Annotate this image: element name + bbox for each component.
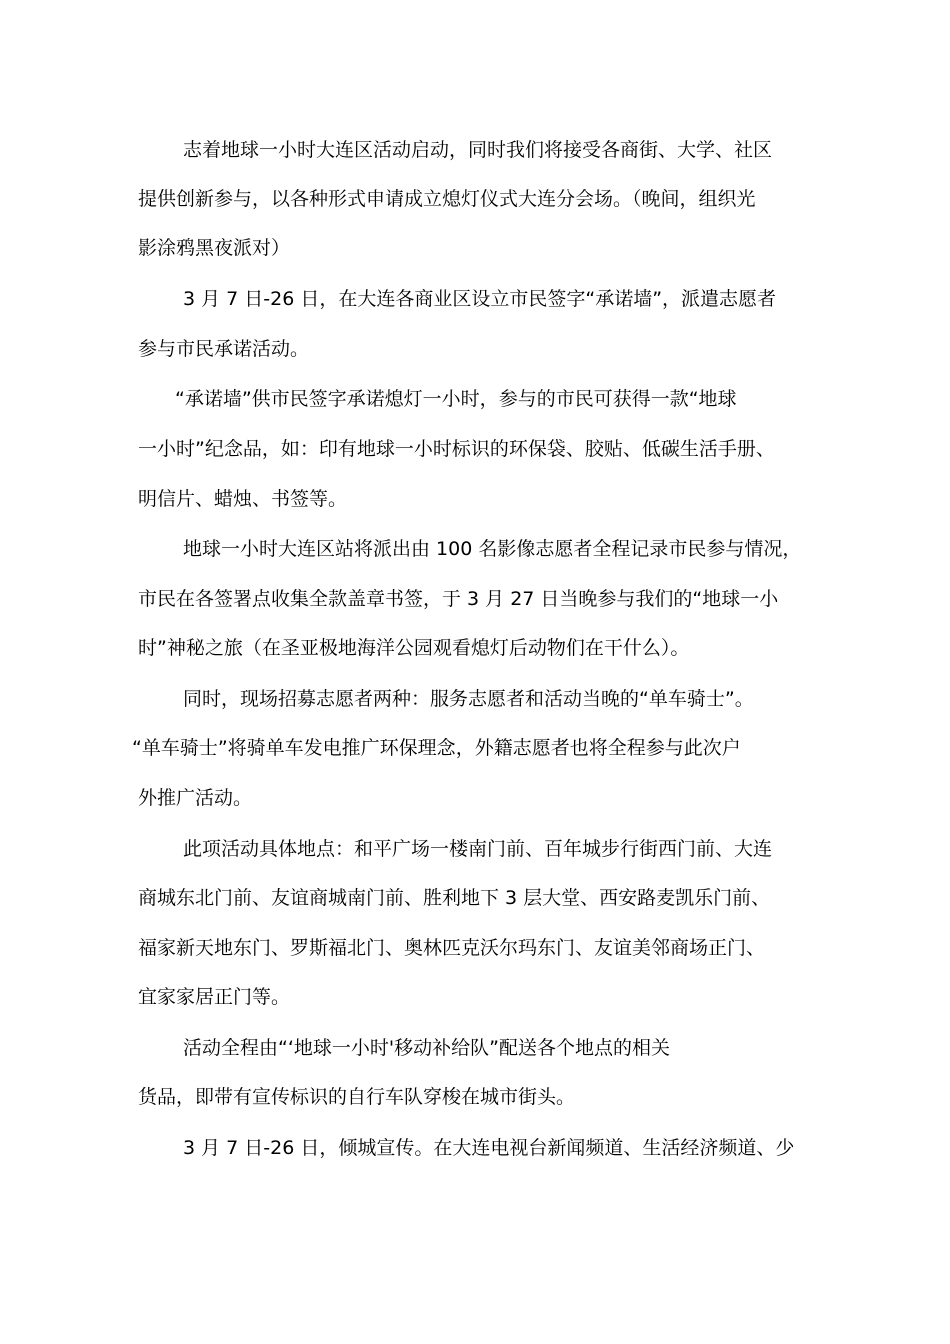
text-line: 活动全程由“‘地球一小时'移动补给队”配送各个地点的相关 [183,1037,670,1059]
text-line: 影涂鸦黑夜派对） [138,237,291,259]
text-line: 参与市民承诺活动。 [138,338,310,360]
text-line: 商城东北门前、友谊商城南门前、胜利地下 3 层大堂、西安路麦凯乐门前、 [138,887,771,909]
text-line: 一小时”纪念品，如：印有地球一小时标识的环保袋、胶贴、低碳生活手册、 [138,438,775,460]
text-line: 外推广活动。 [138,787,253,809]
text-line: 明信片、蜡烛、书签等。 [138,488,348,510]
text-line: 福家新天地东门、罗斯福北门、奥林匹克沃尔玛东门、友谊美邻商场正门、 [138,937,766,959]
text-line: 志着地球一小时大连区活动启动，同时我们将接受各商街、大学、社区 [183,139,773,161]
text-line: 提供创新参与，以各种形式申请成立熄灯仪式大连分会场。（晚间，组织光 [138,188,756,210]
text-line: 同时，现场招募志愿者两种：服务志愿者和活动当晚的“单车骑士”。 [183,688,754,710]
text-line: 货品，即带有宣传标识的自行车队穿梭在城市街头。 [138,1086,576,1108]
text-line: “单车骑士”将骑单车发电推广环保理念，外籍志愿者也将全程参与此次户 [132,737,741,759]
text-line: “承诺墙”供市民签字承诺熄灯一小时，参与的市民可获得一款“地球 [175,388,737,410]
text-line: 市民在各签署点收集全款盖章书签，于 3 月 27 日当晚参与我们的“地球一小 [138,588,779,610]
text-line: 3 月 7 日-26 日，倾城宣传。在大连电视台新闻频道、生活经济频道、少 [183,1137,795,1159]
text-line: 宜家家居正门等。 [138,986,291,1008]
text-line: 3 月 7 日-26 日，在大连各商业区设立市民签字“承诺墙”，派遣志愿者 [183,288,777,310]
text-line: 时”神秘之旅（在圣亚极地海洋公园观看熄灯后动物们在干什么）。 [138,637,690,659]
text-line: 地球一小时大连区站将派出由 100 名影像志愿者全程记录市民参与情况， [183,538,802,560]
text-line: 此项活动具体地点：和平广场一楼南门前、百年城步行街西门前、大连 [183,838,773,860]
